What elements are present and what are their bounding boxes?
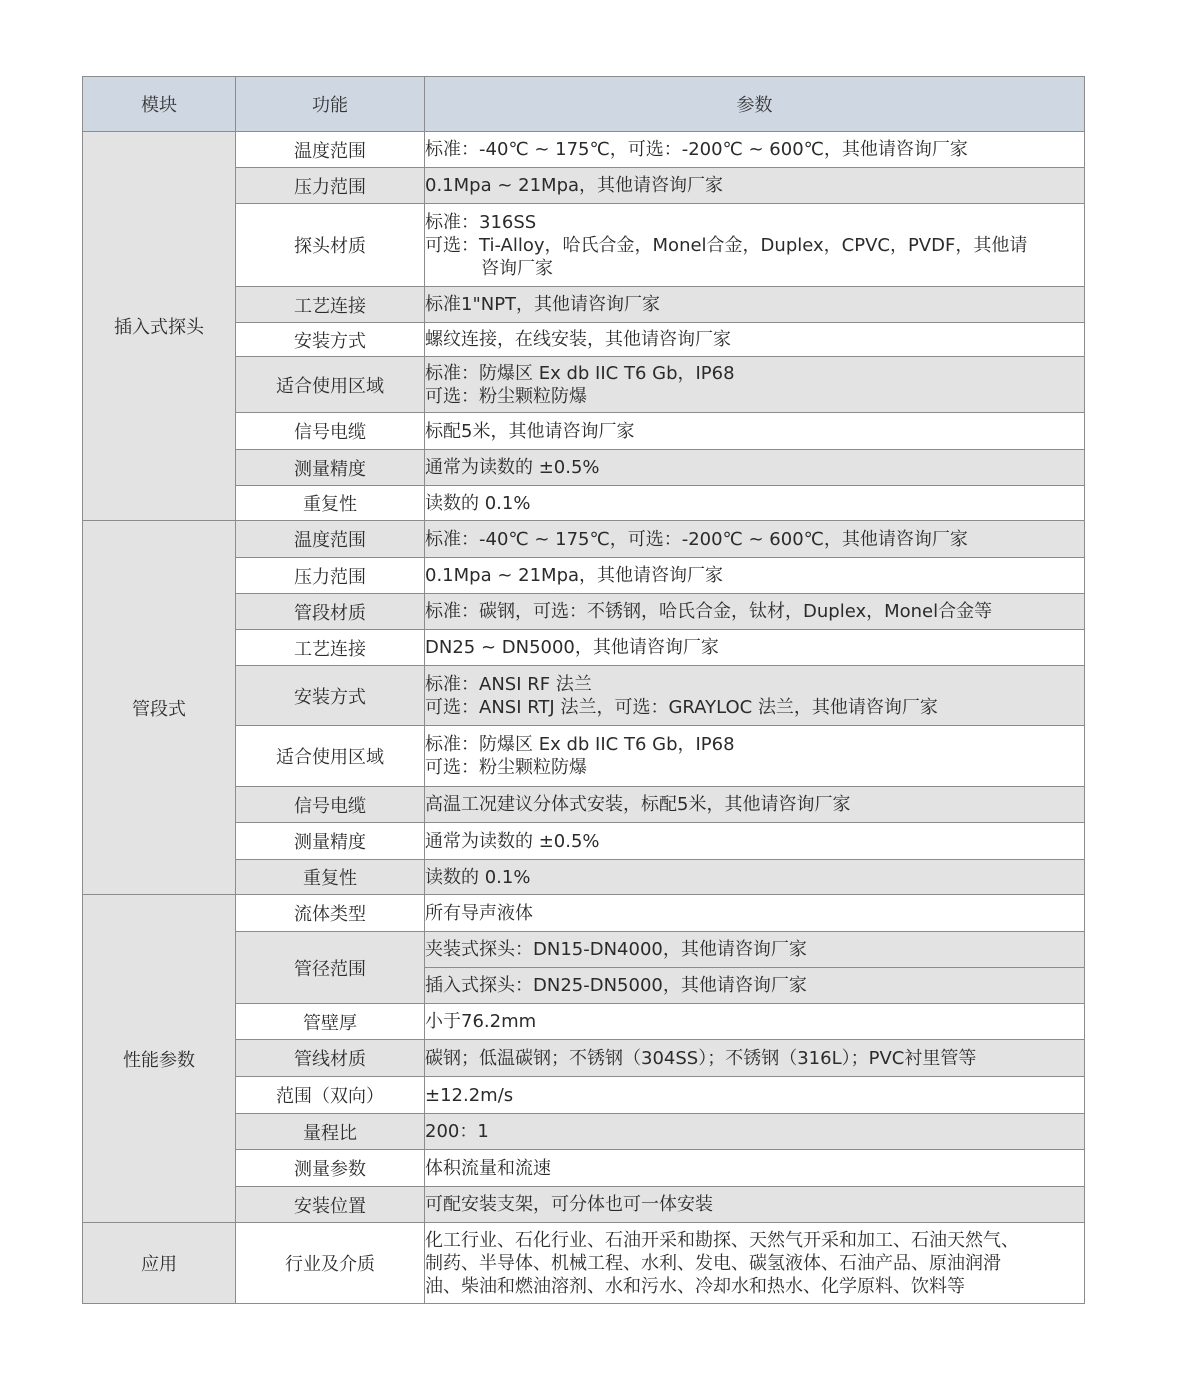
param-cell: 夹装式探头：DN15-DN4000，其他请咨询厂家 [425, 932, 1085, 968]
header-function: 功能 [236, 77, 425, 132]
param-cell: 化工行业、石化行业、石油开采和勘探、天然气开采和加工、石油天然气、 制药、半导体、机械工程、水利、发电、碳氢液体、石油产品、原油润滑 油、柴油和燃油溶剂、水和污水、冷却水和热水、化学原料、饮料等 [425, 1223, 1085, 1304]
function-cell: 行业及介质 [236, 1223, 425, 1304]
param-cell: 读数的 0.1% [425, 486, 1085, 521]
function-cell: 量程比 [236, 1114, 425, 1150]
table-row [83, 1223, 1085, 1304]
param-cell: 200：1 [425, 1114, 1085, 1150]
function-cell: 探头材质 [236, 204, 425, 287]
function-cell: 工艺连接 [236, 630, 425, 666]
module-pipe-section: 管段式 [83, 521, 236, 895]
table-row [83, 132, 1085, 168]
param-cell: 碳钢；低温碳钢；不锈钢（304SS）；不锈钢（316L）；PVC衬里管等 [425, 1040, 1085, 1077]
function-cell: 压力范围 [236, 558, 425, 594]
table-row [83, 521, 1085, 558]
param-cell: 可配安装支架，可分体也可一体安装 [425, 1187, 1085, 1223]
param-cell: DN25 ~ DN5000，其他请咨询厂家 [425, 630, 1085, 666]
function-cell: 测量精度 [236, 823, 425, 860]
header-params: 参数 [425, 77, 1085, 132]
param-cell: 高温工况建议分体式安装，标配5米，其他请咨询厂家 [425, 787, 1085, 823]
module-performance: 性能参数 [83, 895, 236, 1223]
param-cell: 标配5米，其他请咨询厂家 [425, 413, 1085, 450]
spec-table [82, 76, 1085, 1304]
header-module: 模块 [83, 77, 236, 132]
function-cell: 流体类型 [236, 895, 425, 932]
function-cell: 信号电缆 [236, 787, 425, 823]
param-cell: 标准1"NPT，其他请咨询厂家 [425, 287, 1085, 323]
function-cell: 信号电缆 [236, 413, 425, 450]
function-cell: 安装方式 [236, 323, 425, 357]
module-insert-probe: 插入式探头 [83, 132, 236, 521]
function-cell: 安装方式 [236, 666, 425, 726]
header-row [83, 77, 1085, 132]
param-cell: 所有导声液体 [425, 895, 1085, 932]
param-cell: ±12.2m/s [425, 1077, 1085, 1114]
function-cell: 管段材质 [236, 594, 425, 630]
param-cell: 标准：防爆区 Ex db IIC T6 Gb，IP68 可选：粉尘颗粒防爆 [425, 357, 1085, 413]
function-cell: 管线材质 [236, 1040, 425, 1077]
function-cell: 管径范围 [236, 932, 425, 1004]
param-cell: 标准：碳钢，可选：不锈钢，哈氏合金，钛材，Duplex，Monel合金等 [425, 594, 1085, 630]
module-application: 应用 [83, 1223, 236, 1304]
param-cell: 标准：-40℃ ~ 175℃，可选：-200℃ ~ 600℃，其他请咨询厂家 [425, 521, 1085, 558]
function-cell: 适合使用区域 [236, 726, 425, 787]
function-cell: 范围（双向） [236, 1077, 425, 1114]
function-cell: 重复性 [236, 486, 425, 521]
param-cell: 插入式探头：DN25-DN5000，其他请咨询厂家 [425, 968, 1085, 1004]
param-cell: 标准：316SS 可选：Ti-Alloy，哈氏合金，Monel合金，Duplex，CPVC，PVDF，其他请 咨询厂家 [425, 204, 1085, 287]
function-cell: 重复性 [236, 860, 425, 895]
param-cell: 通常为读数的 ±0.5% [425, 823, 1085, 860]
function-cell: 工艺连接 [236, 287, 425, 323]
param-cell: 0.1Mpa ~ 21Mpa，其他请咨询厂家 [425, 168, 1085, 204]
param-cell: 读数的 0.1% [425, 860, 1085, 895]
function-cell: 适合使用区域 [236, 357, 425, 413]
param-cell: 标准：ANSI RF 法兰 可选：ANSI RTJ 法兰，可选：GRAYLOC 法兰，其他请咨询厂家 [425, 666, 1085, 726]
table-row [83, 895, 1085, 932]
function-cell: 安装位置 [236, 1187, 425, 1223]
param-cell: 体积流量和流速 [425, 1150, 1085, 1187]
function-cell: 管壁厚 [236, 1004, 425, 1040]
param-cell: 小于76.2mm [425, 1004, 1085, 1040]
function-cell: 测量参数 [236, 1150, 425, 1187]
param-cell: 通常为读数的 ±0.5% [425, 450, 1085, 486]
param-cell: 标准：防爆区 Ex db IIC T6 Gb，IP68 可选：粉尘颗粒防爆 [425, 726, 1085, 787]
param-cell: 螺纹连接，在线安装，其他请咨询厂家 [425, 323, 1085, 357]
function-cell: 温度范围 [236, 521, 425, 558]
function-cell: 温度范围 [236, 132, 425, 168]
function-cell: 压力范围 [236, 168, 425, 204]
function-cell: 测量精度 [236, 450, 425, 486]
param-cell: 0.1Mpa ~ 21Mpa，其他请咨询厂家 [425, 558, 1085, 594]
param-cell: 标准：-40℃ ~ 175℃，可选：-200℃ ~ 600℃，其他请咨询厂家 [425, 132, 1085, 168]
